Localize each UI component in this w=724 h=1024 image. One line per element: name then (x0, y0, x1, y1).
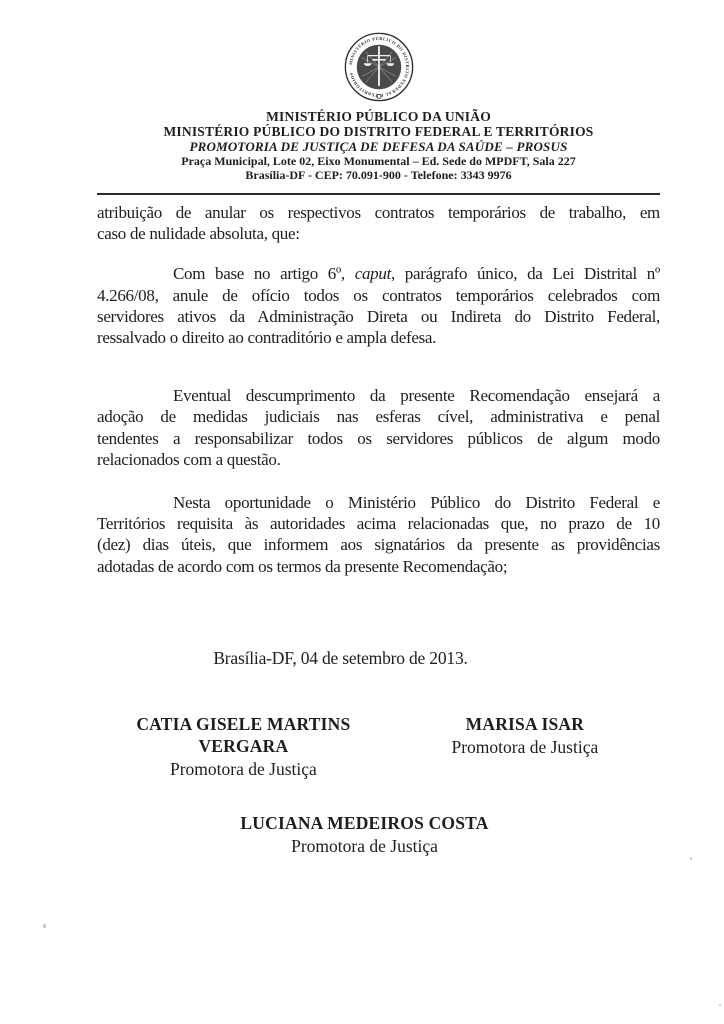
scan-speck (690, 857, 692, 860)
paragraph-noncompliance (97, 385, 660, 470)
dateline: Brasília-DF, 04 de setembro de 2013. (213, 647, 468, 668)
contact-line: Brasília-DF - CEP: 70.091-900 - Telefone: 3343 9976 (245, 168, 512, 182)
scan-speck (719, 1004, 721, 1006)
text-line: relacionados com a questão. (97, 449, 281, 469)
text-line: caso de nulidade absoluta, que: (97, 224, 300, 244)
signature-row (97, 713, 660, 781)
text-line: Eventual descumprimento da presente Recomendação ensejará a (173, 386, 660, 406)
org-name-primary: MINISTÉRIO PÚBLICO DA UNIÃO (266, 109, 491, 124)
signatory-title: Promotora de Justiça (291, 835, 438, 856)
scan-speck (43, 924, 46, 928)
mpdft-seal-icon (343, 30, 415, 104)
org-name-secondary: MINISTÉRIO PÚBLICO DO DISTRITO FEDERAL E TERRITÓRIOS (163, 123, 594, 139)
header-divider (97, 193, 660, 195)
text-line: ressalvado o direito ao contraditório e ampla defesa. (97, 328, 437, 348)
text-line: tendentes a responsabilizar todos os servidores públicos de algum modo (97, 428, 660, 448)
text-line: adoção de medidas judiciais nas esferas cível, administrativa e penal (97, 407, 660, 427)
text-line: Territórios requisita às autoridades acima relacionadas que, no prazo de 10 (97, 514, 660, 534)
letterhead (97, 30, 660, 182)
text-line: Nesta oportunidade o Ministério Público do Distrito Federal e (173, 493, 660, 513)
signatory-name: MARISA ISAR (465, 713, 585, 734)
text-line (97, 263, 660, 284)
text-line: 4.266/08, anule de ofício todos os contratos temporários celebrados com (97, 285, 660, 305)
text-line: servidores ativos da Administração Direta ou Indireta do Distrito Federal, (97, 306, 660, 326)
address-line: Praça Municipal, Lote 02, Eixo Monumental – Ed. Sede do MPDFT, Sala 227 (181, 154, 576, 168)
text-line: adotadas de acordo com os termos da presente Recomendação; (97, 556, 508, 576)
signature-block (390, 713, 660, 781)
paragraph-deadline-request (97, 492, 660, 577)
paragraph-continuation (97, 202, 660, 244)
text-line: (dez) dias úteis, que informem aos signatários da presente as providências (97, 535, 660, 555)
document-body (97, 202, 660, 577)
text-line: atribuição de anular os respectivos contratos temporários de trabalho, em (97, 203, 660, 222)
paragraph-recommendation (97, 263, 660, 348)
signatory-name: LUCIANA MEDEIROS COSTA (240, 812, 489, 833)
seal-ring-text: MINISTÉRIO PÚBLICO DO DISTRITO FEDERAL E TERRITÓRIOS (347, 35, 410, 99)
signature-block (97, 713, 390, 781)
department-name: PROMOTORIA DE JUSTIÇA DE DEFESA DA SAÚDE – PROSUS (189, 139, 568, 154)
signatory-name: CATIA GISELE MARTINS VERGARA (136, 713, 351, 756)
signature-block (97, 812, 660, 858)
text-run: Com base no artigo 6º, (173, 264, 355, 284)
text-run: , parágrafo único, da Lei Distrital nº (391, 264, 660, 284)
signatory-title: Promotora de Justiça (169, 758, 317, 779)
signatory-title: Promotora de Justiça (451, 736, 599, 757)
text-run-italic: caput (354, 264, 391, 284)
